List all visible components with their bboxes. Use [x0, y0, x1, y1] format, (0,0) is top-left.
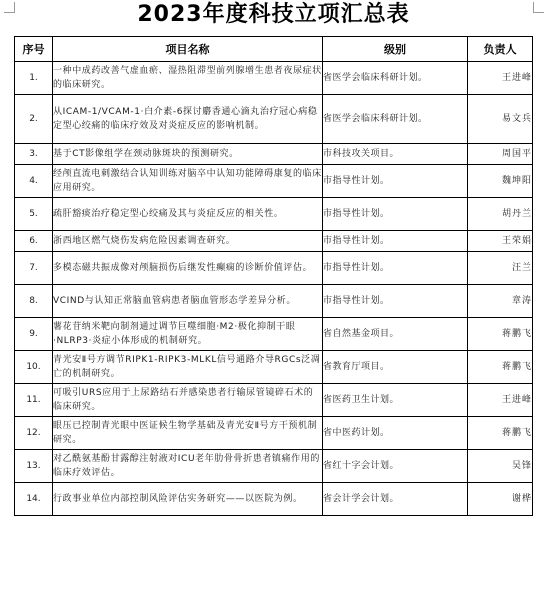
- cell-project-name: 疏肝豁痰治疗稳定型心绞痛及其与炎症反应的相关性。: [53, 198, 323, 231]
- cell-owner: 蒋鹏飞: [468, 417, 533, 450]
- cell-seq: 4.: [15, 165, 53, 198]
- table-row: [15, 252, 533, 285]
- cell-project-name: 经颅直流电刺激结合认知训练对脑卒中认知功能障碍康复的临床应用研究。: [53, 165, 323, 198]
- cell-level: 省会计学会计划。: [323, 483, 468, 516]
- cell-project-name: 行政事业单位内部控制风险评估实务研究——以医院为例。: [53, 483, 323, 516]
- cell-level: 市指导性计划。: [323, 198, 468, 231]
- cell-level: 省自然基金项目。: [323, 318, 468, 351]
- header-seq: 序号: [15, 37, 53, 62]
- cell-level: 省医学会临床科研计划。: [323, 95, 468, 144]
- table-row: [15, 450, 533, 483]
- cell-seq: 6.: [15, 231, 53, 252]
- cell-project-name: 浙西地区燃气烧伤发病危险因素调查研究。: [53, 231, 323, 252]
- cell-project-name: 一种中成药改善气虚血瘀、湿热阻滞型前列腺增生患者夜尿症状的临床研究。: [53, 62, 323, 95]
- table-row: [15, 285, 533, 318]
- cell-project-name: 基于CT影像组学在颈动脉斑块的预测研究。: [53, 144, 323, 165]
- cell-seq: 9.: [15, 318, 53, 351]
- document-title: 2023年度科技立项汇总表: [137, 2, 410, 27]
- cell-seq: 7.: [15, 252, 53, 285]
- cell-seq: 1.: [15, 62, 53, 95]
- cell-seq: 10.: [15, 351, 53, 384]
- table-row: [15, 231, 533, 252]
- table-row: [15, 318, 533, 351]
- cell-owner: 周国平: [468, 144, 533, 165]
- cell-level: 省医药卫生计划。: [323, 384, 468, 417]
- cell-project-name: 可吸引URS应用于上尿路结石并感染患者行输尿管镜碎石术的临床研究。: [53, 384, 323, 417]
- cell-project-name: 薯花苷纳米靶向制剂通过调节巨噬细胞·M2·极化抑制干眼·NLRP3·炎症小体形成的机制研究。: [53, 318, 323, 351]
- cell-owner: 汪兰: [468, 252, 533, 285]
- cell-project-name: 眼压已控制青光眼中医证候生物学基础及青光安Ⅱ号方干预机制研究。: [53, 417, 323, 450]
- table-row: [15, 417, 533, 450]
- cell-level: 省中医药计划。: [323, 417, 468, 450]
- cell-seq: 12.: [15, 417, 53, 450]
- cell-project-name: 多模态磁共振成像对颅脑损伤后继发性癫痫的诊断价值评估。: [53, 252, 323, 285]
- table-row: [15, 483, 533, 516]
- cell-level: 市指导性计划。: [323, 165, 468, 198]
- cell-level: 省医学会临床科研计划。: [323, 62, 468, 95]
- cell-owner: 王荣娟: [468, 231, 533, 252]
- cell-seq: 8.: [15, 285, 53, 318]
- cell-owner: 章涛: [468, 285, 533, 318]
- cell-owner: 王进峰: [468, 384, 533, 417]
- cell-seq: 2.: [15, 95, 53, 144]
- projects-table: [14, 36, 533, 516]
- cell-owner: 蒋鹏飞: [468, 351, 533, 384]
- cell-project-name: 青光安Ⅱ号方调节RIPK1-RIPK3-MLKL信号通路介导RGCs泛凋亡的机制研究。: [53, 351, 323, 384]
- table-row: [15, 198, 533, 231]
- table-header-row: [15, 37, 533, 62]
- cell-owner: 吴锋: [468, 450, 533, 483]
- cell-project-name: VCIND与认知正常脑血管病患者脑血管形态学差异分析。: [53, 285, 323, 318]
- cell-project-name: 从ICAM-1/VCAM-1·白介素-6探讨麝香通心滴丸治疗冠心病稳定型心绞痛的临床疗效及对炎症反应的影响机制。: [53, 95, 323, 144]
- header-name: 项目名称: [53, 37, 323, 62]
- header-owner: 负责人: [468, 37, 533, 62]
- cell-project-name: 对乙酰氨基酚甘露醇注射液对ICU老年肋骨骨折患者镇痛作用的临床疗效评估。: [53, 450, 323, 483]
- cell-level: 省红十字会计划。: [323, 450, 468, 483]
- cell-owner: 谢桦: [468, 483, 533, 516]
- table-row: [15, 62, 533, 95]
- cell-level: 市指导性计划。: [323, 285, 468, 318]
- cell-owner: 胡丹兰: [468, 198, 533, 231]
- cell-owner: 蒋鹏飞: [468, 318, 533, 351]
- cell-seq: 3.: [15, 144, 53, 165]
- cell-level: 市指导性计划。: [323, 231, 468, 252]
- header-level: 级别: [323, 37, 468, 62]
- table-row: [15, 144, 533, 165]
- cell-owner: 王进峰: [468, 62, 533, 95]
- cell-level: 省教育厅项目。: [323, 351, 468, 384]
- table-row: [15, 95, 533, 144]
- table-row: [15, 384, 533, 417]
- cell-level: 市科技攻关项目。: [323, 144, 468, 165]
- cell-seq: 5.: [15, 198, 53, 231]
- cell-level: 市指导性计划。: [323, 252, 468, 285]
- cell-owner: 魏坤阳: [468, 165, 533, 198]
- cell-owner: 易文兵: [468, 95, 533, 144]
- cell-seq: 14.: [15, 483, 53, 516]
- table-row: [15, 351, 533, 384]
- cell-seq: 11.: [15, 384, 53, 417]
- cell-seq: 13.: [15, 450, 53, 483]
- table-row: [15, 165, 533, 198]
